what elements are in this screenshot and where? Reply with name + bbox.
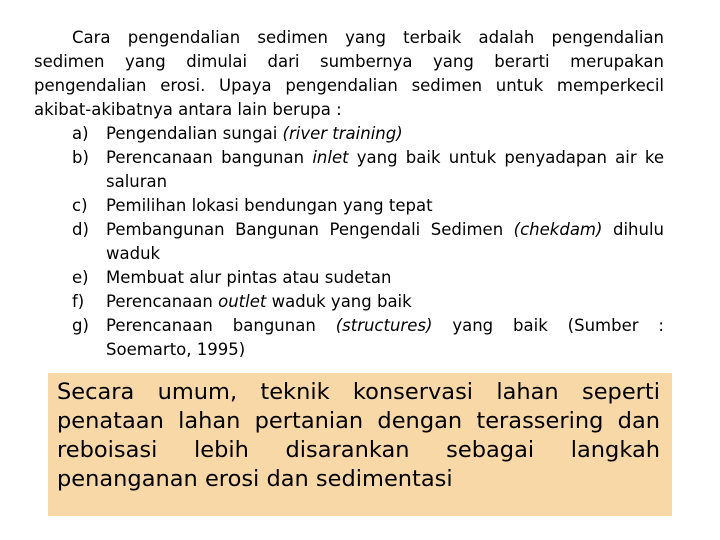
text-italic: inlet bbox=[312, 148, 349, 167]
list-item bbox=[34, 218, 664, 266]
list-item bbox=[34, 266, 664, 290]
conclusion-highlight-box bbox=[48, 373, 672, 516]
list-item-text bbox=[106, 266, 664, 290]
conclusion-text: Secara umum, teknik konservasi lahan seperti penataan lahan pertanian dengan terassering dan reboisasi lebih disarankan sebagai langkah penanganan erosi dan sedimentasi bbox=[57, 379, 660, 492]
list-item-text bbox=[106, 194, 664, 218]
text-plain: Perencanaan bangunan bbox=[106, 148, 313, 167]
text-italic: (chekdam) bbox=[513, 220, 603, 239]
list-item bbox=[34, 122, 664, 146]
text-plain: Pemilihan lokasi bendungan yang tepat bbox=[106, 196, 433, 215]
text-plain: waduk yang baik bbox=[266, 292, 412, 311]
list-marker: b) bbox=[72, 148, 89, 167]
list-item bbox=[34, 146, 664, 194]
list-marker: f) bbox=[72, 292, 85, 311]
text-italic: (structures) bbox=[335, 316, 433, 335]
text-plain: Perencanaan bbox=[106, 292, 219, 311]
text-plain: Pembangunan Bangunan Pengendali Sedimen bbox=[106, 220, 514, 239]
list-marker: c) bbox=[72, 196, 88, 215]
text-plain: yang baik untuk penyadapan air ke saluran bbox=[106, 148, 664, 191]
text-plain: dihulu waduk bbox=[106, 220, 664, 263]
list-item-text bbox=[106, 122, 664, 146]
control-methods-list bbox=[34, 122, 664, 362]
text-plain: Pengendalian sungai bbox=[106, 124, 283, 143]
list-item-text bbox=[106, 314, 664, 362]
text-plain: yang baik (Sumber : Soemarto, 1995) bbox=[106, 316, 664, 359]
list-item-text bbox=[106, 146, 664, 194]
text-italic: outlet bbox=[218, 292, 267, 311]
list-item bbox=[34, 290, 664, 314]
list-item-text bbox=[106, 290, 664, 314]
list-marker: g) bbox=[72, 316, 89, 335]
list-item bbox=[34, 194, 664, 218]
list-item bbox=[34, 314, 664, 362]
list-marker: e) bbox=[72, 268, 89, 287]
list-item-text bbox=[106, 218, 664, 266]
sediment-control-section bbox=[34, 26, 664, 362]
list-marker: a) bbox=[72, 124, 89, 143]
intro-paragraph: Cara pengendalian sedimen yang terbaik adalah pengendalian sedimen yang dimulai dari sumbernya yang berarti merupakan pengendalian erosi. Upaya pengendalian sedimen untuk memperkecil akibat-akibatnya antara lain berupa : bbox=[34, 28, 664, 119]
text-italic: (river training) bbox=[282, 124, 403, 143]
text-plain: Membuat alur pintas atau sudetan bbox=[106, 268, 392, 287]
list-marker: d) bbox=[72, 220, 89, 239]
text-plain: Perencanaan bangunan bbox=[106, 316, 336, 335]
